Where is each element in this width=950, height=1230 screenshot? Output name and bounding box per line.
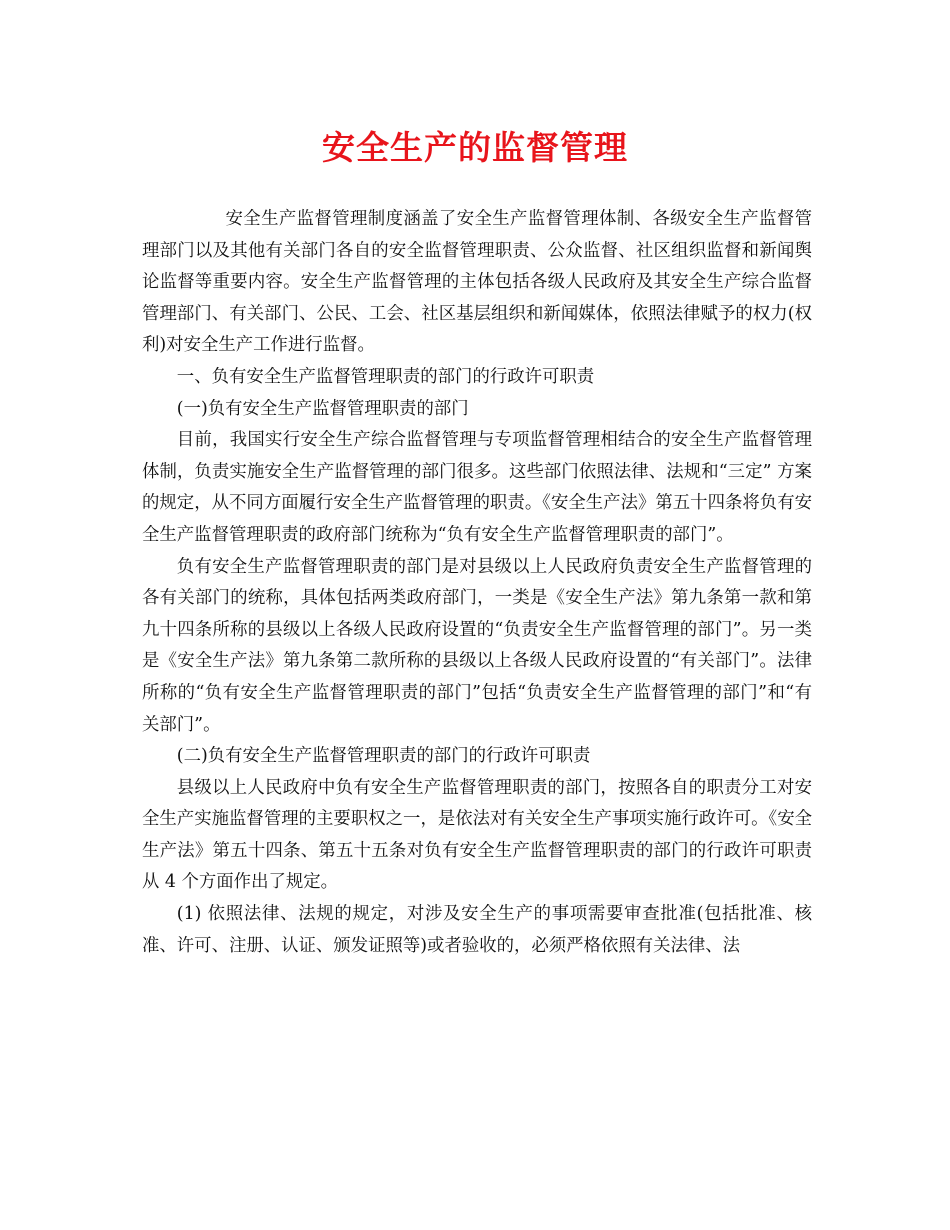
document-body: [142, 204, 812, 962]
paragraph: 负有安全生产监督管理职责的部门是对县级以上人民政府负责安全生产监督管理的各有关部门的统称，具体包括两类政府部门，一类是《安全生产法》第九条第一款和第九十四条所称的县级以上各级人民政府设置的“负责安全生产监督管理的部门”。另一类是《安全生产法》第九条第二款所称的县级以上各级人民政府设置的“有关部门”。法律所称的“负有安全生产监督管理职责的部门”包括“负责安全生产监督管理的部门”和“有关部门”。: [142, 556, 812, 735]
subsection-heading-2: (二)负有安全生产监督管理职责的部门的行政许可职责: [176, 746, 591, 767]
document-title: 安全生产的监督管理: [322, 128, 628, 167]
paragraph-intro: 安全生产监督管理制度涵盖了安全生产监督管理体制、各级安全生产监督管理部门以及其他有关部门各自的安全监督管理职责、公众监督、社区组织监督和新闻舆论监督等重要内容。安全生产监督管理的主体包括各级人民政府及其安全生产综合监督管理部门、有关部门、公民、工会、社区基层组织和新闻媒体，依照法律赋予的权力(权利)对安全生产工作进行监督。: [142, 209, 812, 356]
section-heading-1: 一、负有安全生产监督管理职责的部门的行政许可职责: [176, 366, 595, 387]
paragraph: 县级以上人民政府中负有安全生产监督管理职责的部门，按照各自的职责分工对安全生产实施监督管理的主要职权之一，是依法对有关安全生产事项实施行政许可。《安全生产法》第五十四条、第五十五条对负有安全生产监督管理职责的部门的行政许可职责从 4 个方面作出了规定。: [142, 777, 812, 893]
list-item-1: (1) 依照法律、法规的规定，对涉及安全生产的事项需要审查批准(包括批准、核准、许可、注册、认证、颁发证照等)或者验收的，必须严格依照有关法律、法: [142, 904, 812, 956]
paragraph: 目前，我国实行安全生产综合监督管理与专项监督管理相结合的安全生产监督管理体制，负责实施安全生产监督管理的部门很多。这些部门依照法律、法规和“三定” 方案的规定，从不同方面履行安全生产监督管理的职责。《安全生产法》第五十四条将负有安全生产监督管理职责的政府部门统称为“负有安全生产监督管理职责的部门”。: [142, 430, 812, 545]
subsection-heading-1: (一)负有安全生产监督管理职责的部门: [176, 398, 469, 419]
